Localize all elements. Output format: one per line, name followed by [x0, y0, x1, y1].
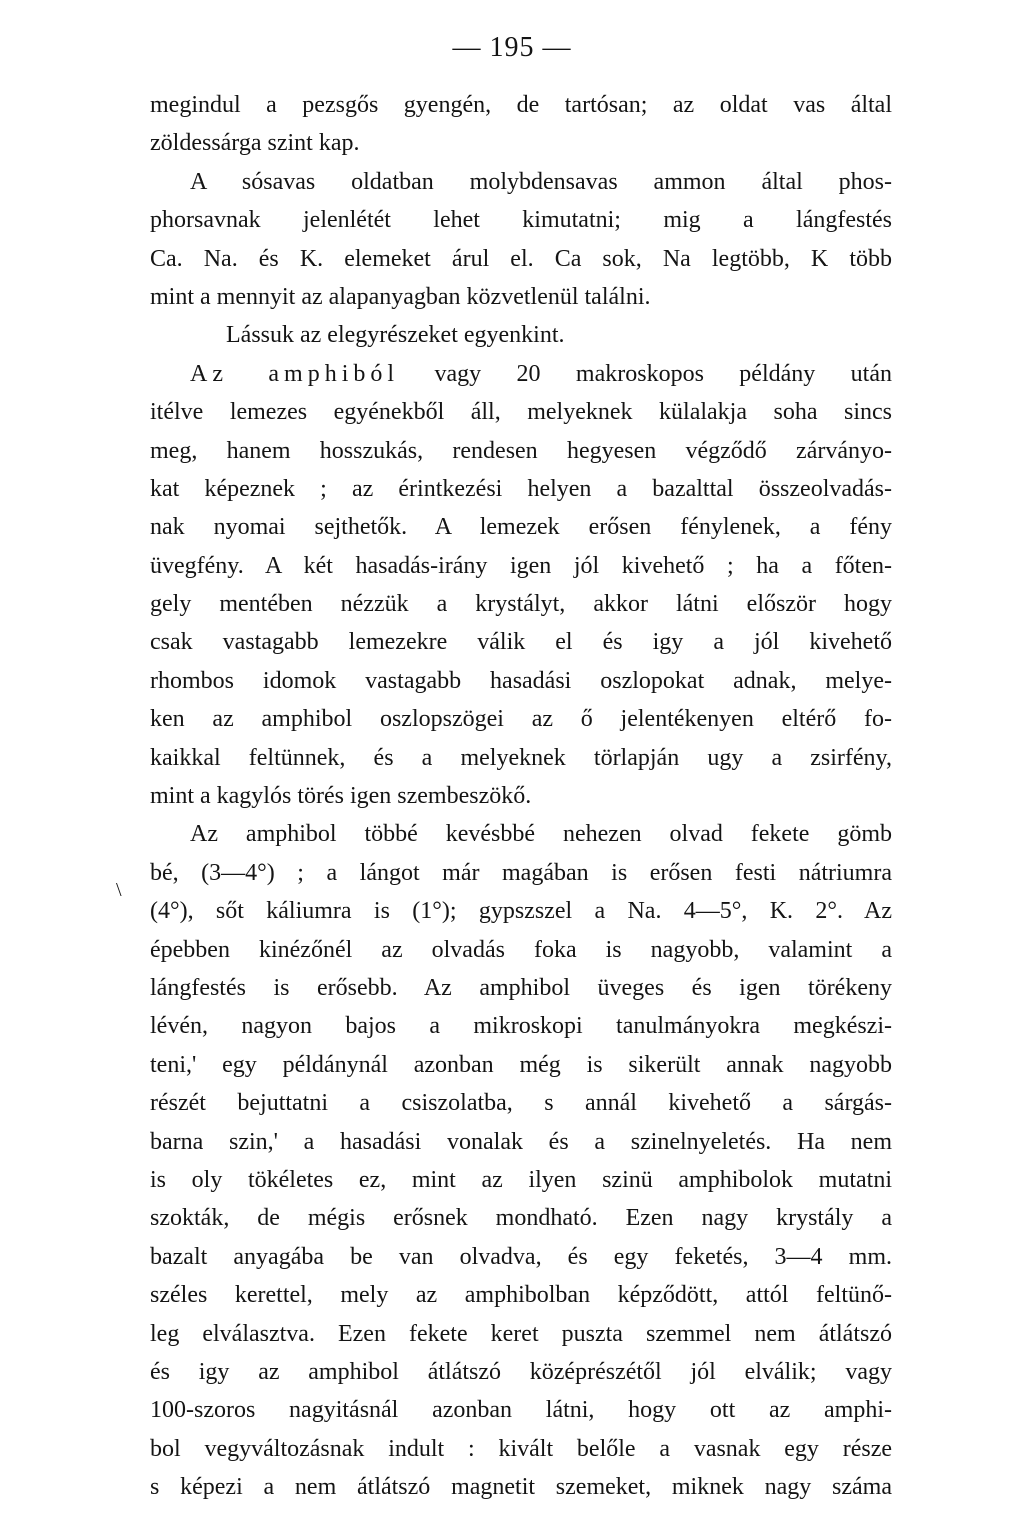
text-line: szokták, de mégis erősnek mondható. Ezen nagy krystály a [150, 1205, 892, 1232]
text-line: teni,' egy példánynál azonban még is sikerült annak nagyobb [150, 1051, 892, 1078]
text-line: széles kerettel, mely az amphibolban képződött, attól feltünő- [150, 1282, 892, 1309]
text-line: zöldessárga szint kap. [150, 130, 360, 157]
spaced-term: Az amphiból [190, 360, 400, 387]
text-line: bol vegyváltozásnak indult : kivált belőle a vasnak egy része [150, 1435, 892, 1462]
text-line: ken az amphibol oszlopszögei az ő jelentékenyen eltérő fo- [150, 706, 892, 733]
text-line: s képezi a nem átlátszó magnetit szemeket, miknek nagy száma [150, 1474, 892, 1501]
text-line: megindul a pezsgős gyengén, de tartósan; az oldat vas által [150, 92, 892, 118]
text-line: Ca. Na. és K. elemeket árul el. Ca sok, Na legtöbb, K több [150, 245, 892, 272]
text-line-rest: vagy 20 makroskopos példány után [434, 360, 892, 387]
text-line: gely mentében nézzük a krystályt, akkor látni először hogy [150, 591, 892, 618]
text-line: részét bejuttatni a csiszolatba, s annál kivehető a sárgás- [150, 1090, 892, 1117]
text-line: kat képeznek ; az érintkezési helyen a bazalttal összeolvadás- [150, 475, 892, 502]
text-line: bazalt anyagába be van olvadva, és egy feketés, 3—4 mm. [150, 1243, 892, 1270]
text-line: mint a kagylós törés igen szembeszökő. [150, 783, 532, 810]
text-line: 100-szoros nagyitásnál azonban látni, hogy ott az amphi- [150, 1397, 892, 1424]
body-text [150, 86, 892, 1506]
text-line: üvegfény. A két hasadás-irány igen jól kivehető ; ha a főten- [150, 552, 892, 579]
text-line: leg elválasztva. Ezen fekete keret puszta szemmel nem átlátszó [150, 1320, 892, 1347]
text-line: is oly tökéletes ez, mint az ilyen szinü amphibolok mutatni [150, 1166, 892, 1193]
text-line: csak vastagabb lemezekre válik el és igy a jól kivehető [150, 629, 892, 656]
text-line: lévén, nagyon bajos a mikroskopi tanulmányokra megkészi- [150, 1013, 892, 1040]
text-line: meg, hanem hosszukás, rendesen hegyesen végződő zárványo- [150, 437, 892, 464]
text-line: bé, (3—4°) ; a lángot már magában is erősen festi nátriumra [150, 859, 892, 886]
text-line: nak nyomai sejthetők. A lemezek erősen fénylenek, a fény [150, 514, 892, 541]
text-line: (4°), sőt káliumra is (1°); gypszszel a Na. 4—5°, K. 2°. Az [150, 898, 892, 925]
text-line: kaikkal feltünnek, és a melyeknek törlapján ugy a zsirfény, [150, 744, 892, 771]
text-line: és igy az amphibol átlátszó középrészétől jól elválik; vagy [150, 1358, 892, 1385]
page-number: — 195 — [452, 32, 572, 63]
text-line: itélve lemezes egyénekből áll, melyeknek külalakja soha sincs [150, 399, 892, 426]
margin-mark: \ [116, 879, 122, 901]
text-line: phorsavnak jelenlétét lehet kimutatni; mig a lángfestés [150, 207, 892, 234]
text-line: mint a mennyit az alapanyagban közvetlenül találni. [150, 283, 651, 310]
text-line: lángfestés is erősebb. Az amphibol üveges és igen törékeny [150, 974, 892, 1001]
text-line: rhombos idomok vastagabb hasadási oszlopokat adnak, melye- [150, 667, 892, 694]
text-line [150, 355, 892, 393]
text-line: Az amphibol többé kevésbbé nehezen olvad fekete gömb [190, 821, 892, 848]
text-line: épebben kinézőnél az olvadás foka is nagyobb, valamint a [150, 936, 892, 963]
text-line: barna szin,' a hasadási vonalak és a szinelnyeletés. Ha nem [150, 1128, 892, 1155]
text-line: A sósavas oldatban molybdensavas ammon által phos- [190, 168, 892, 195]
text-line: Lássuk az elegyrészeket egyenkint. [226, 322, 565, 349]
